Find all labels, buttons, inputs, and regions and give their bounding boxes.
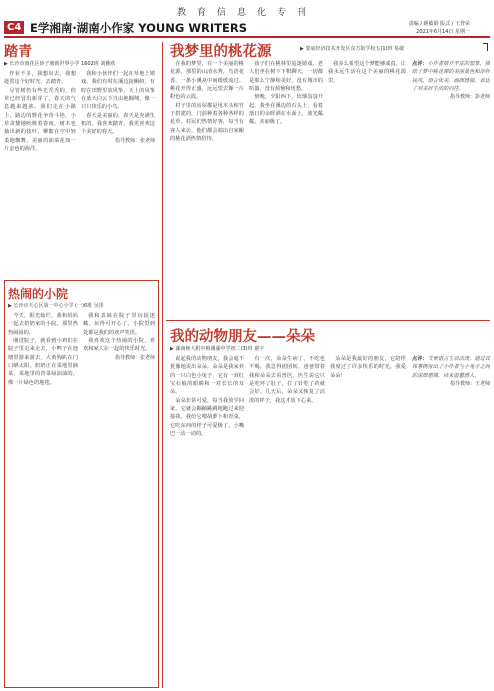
article-title-friend: 我的动物朋友——朵朵 (170, 329, 315, 345)
paragraph: 傍晚，夕阳西下，炊烟袅袅升起。我坐在溪边的石头上，看着落日的余晖洒在水面上，波光粼粼，美丽极了。 (249, 94, 323, 126)
comment-paper (412, 60, 490, 318)
signoff: 指导教师：王老师 (449, 381, 490, 388)
article-byline-hot: ▶ 长沙市天心区第一中心小学 (一)6班 吴彤 (8, 303, 104, 309)
article-byline-tabu: ▶ 长沙市雨花区砂子塘新世界小学 1602班 刘雅欣 (4, 61, 116, 67)
masthead-top (0, 0, 494, 20)
supplement-title: 教育信息化专刊 (176, 8, 317, 18)
paragraph: 今天，阳光灿烂，我和妈妈一起去奶奶家的小院，那里热热闹闹的。 (8, 313, 78, 336)
comment-friend (412, 355, 490, 688)
signoff: 指导教师：彭老师 (449, 94, 490, 101)
column-divider (162, 42, 163, 688)
section-divider (166, 320, 490, 321)
paragraph: 孩子们在桃林里追逐嬉戏，老人们坐在树下下棋聊天，一切都是那么宁静和美好。没有城市的喧嚣，没有烦恼和忧愁。 (249, 61, 323, 93)
paragraph: 我喜欢这个热闹的小院，喜欢和家人在一起的快乐时光。 (83, 338, 155, 353)
article-body-tabu-col1 (4, 70, 76, 270)
section-title: E学湘南·湖南小作家 YOUNG WRITERS (30, 21, 247, 35)
article-body-paper-col1 (170, 60, 244, 318)
paragraph: 我多么希望这个梦能够成真，让我永远生活在这个美丽的桃花源里。 (328, 61, 406, 84)
page-number-badge: C4 (4, 21, 24, 34)
masthead (0, 20, 494, 36)
paragraph: 在我的梦里，有一个美丽的桃花源。那里的山清水秀，鸟语花香，一条小溪从中间缓缓流过。桃花开得正盛，远远望去像一片粉色的云霞。 (170, 61, 244, 101)
article-byline-paper: ▶ 娄底经济技术开发区东方街学校五(1)班 易敏 (300, 46, 405, 52)
article-body-friend-col2 (249, 355, 325, 688)
paragraph: 春天是美丽的，春天是充满生机的。我喜欢踏青，我更喜欢这个美好的春天。 (81, 112, 155, 136)
paragraph: 有一次，朵朵生病了，不吃也不喝，我急得团团转。爸爸带着我和朵朵去看兽医，医生说它只是吃坏了肚子，打了针吃了药就会好。几天后，朵朵又恢复了活泼的样子，我这才放下心来。 (249, 356, 325, 404)
article-title-paper: 我梦里的桃花源 (170, 44, 272, 60)
comment-label: 点评： (412, 356, 428, 362)
paragraph: 朵朵是我最好的朋友，它陪伴我度过了许多快乐的时光。我爱朵朵！ (330, 356, 406, 379)
signoff: 指导教师：张老师 (114, 137, 155, 144)
masthead-rule (4, 36, 490, 38)
comment-text: 小作者展开丰富的想象，描绘了梦中桃花源的美丽景色和淳朴民风，语言优美，画面感强，表达了对美好生活的向往。 (412, 61, 490, 93)
paragraph: 我和小伙伴们一起在草地上嬉戏，我们有时在溪边捉蝌蚪，有时在田野里放风筝，天上的风筝在蓝天白云下自由地翱翔，像一只只快乐的小鸟。 (81, 71, 155, 111)
signoff: 指导教师：张老师 (114, 354, 155, 361)
article-byline-friend: ▶ 湖南师大附中梅溪湖中学初二(3)班 谢宇 (170, 346, 265, 352)
corner-bracket (483, 43, 488, 51)
article-body-paper-col2 (249, 60, 323, 318)
paragraph: 朵朵非常可爱，每当我放学回家，它就会蹦蹦跳跳地跑过来迎接我。我给它喂胡萝卜和青菜，它吃东西的样子可爱极了，小嘴巴一动一动的。 (170, 397, 244, 438)
comment-label: 点评： (412, 61, 428, 67)
article-title-hot: 热闹的小院 (8, 287, 69, 301)
article-body-hot-col1 (8, 312, 78, 682)
issue-date: 2021年6月14日 星期一 (416, 29, 470, 35)
paragraph: 刚进院子，就看到小鸡们在院子里走来走去，小鸭子在池塘里游来游去，大黄狗趴在门口晒太阳。奶奶正在菜地里摘菜，菜地里的青菜绿油油的，像一片绿色的地毯。 (8, 338, 78, 386)
comment-text: 文章语言生动活泼，通过具体事例写出了小作者与小兔子之间的深厚感情，读来温馨感人。 (412, 356, 490, 379)
editors-credit: 责编 / 姚敏娟 版式 / 王誉荣 (408, 21, 470, 27)
article-body-tabu-col2 (81, 70, 155, 270)
article-body-paper-col3 (328, 60, 406, 318)
article-title-tabu: 踏青 (4, 44, 32, 60)
article-body-friend-col3 (330, 355, 406, 688)
paragraph: 村子里的房屋都是用木头和竹子搭建的，门前种着各种各样的花草。村民们热情好客，每当有客人来访，他们都会端出自家酿的桃花酒热情招待。 (170, 102, 244, 143)
paragraph: 尽管树仍有些光秃秃的，但草已经冒出新芽了，春天的气息越来越浓。我们走在小路上，路边的野花争奇斗艳，小草贪婪地吮吸着春雨，树木也抽出新的枝叶，柳絮在空中轻柔地飘舞，美丽的油菜花如一片金色的海洋。 (4, 87, 76, 153)
paragraph: 我和表妹在院子里玩捉迷藏，玩得可开心了。小院里到处都是我们的欢声笑语。 (83, 313, 155, 336)
article-body-hot-col2 (83, 312, 155, 682)
paragraph: 作业不多，我想出去，我想趁着这个好时光，去踏青。 (4, 71, 76, 86)
paragraph: 说起我的动物朋友，我会毫不犹豫地说出朵朵。朵朵是我家养的一只白色小兔子，它有一双红宝石般的眼睛和一对长长的耳朵。 (170, 356, 244, 396)
article-body-friend-col1 (170, 355, 244, 688)
